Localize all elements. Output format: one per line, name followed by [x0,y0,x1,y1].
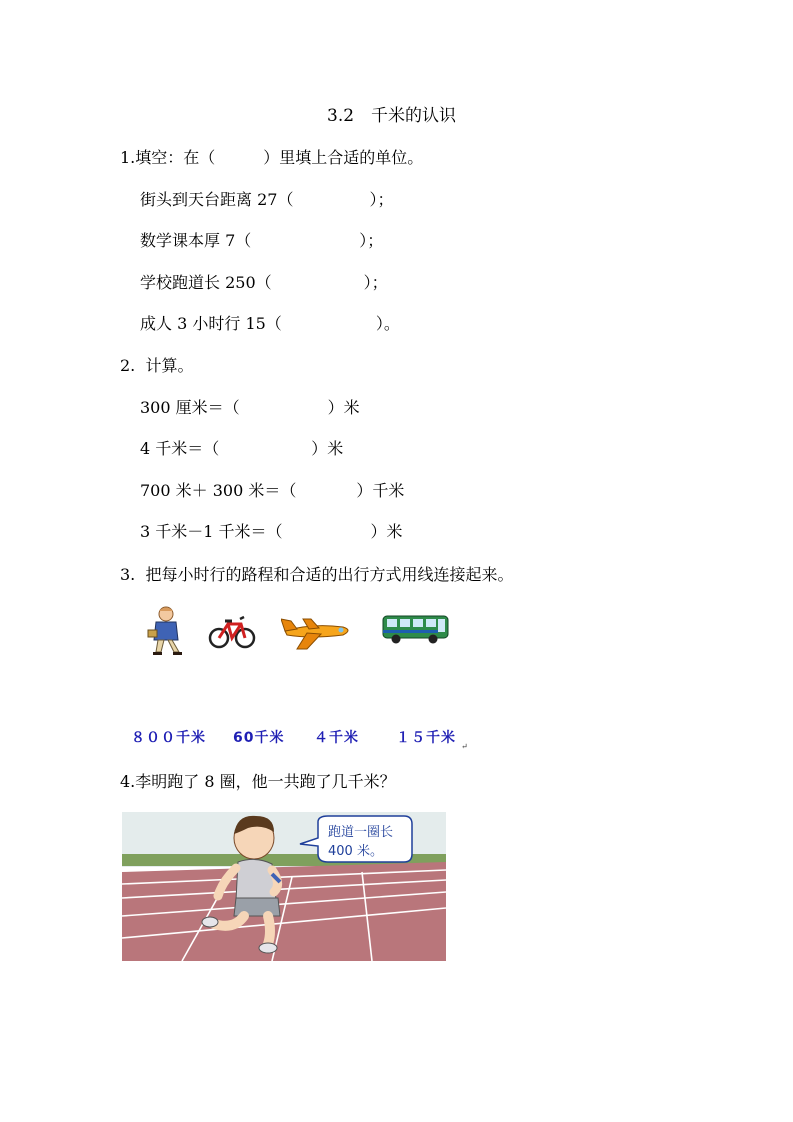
distance-label: 60千米 [233,730,285,746]
item-text: ）； [369,190,394,209]
page-title: 3.2 千米的认识 [327,106,457,126]
item-text: 街头到天台距离 27（ [140,190,294,209]
distance-label: ８００千米 [131,730,206,746]
item-text: ）。 [375,314,400,333]
question-4-prompt: 4.李明跑了 8 圈，他一共跑了几千米？ [120,772,396,791]
distance-label: １５千米 [396,730,456,746]
calc-text: ）米 [370,522,403,541]
speech-bubble-line: 跑道一圈长 [328,825,394,840]
question-1-prompt: 1.填空：在（ ）里填上合适的单位。 [120,148,424,167]
item-text: ）； [363,273,388,292]
calc-item [140,439,343,459]
item-text: 成人 3 小时行 15（ [140,314,282,333]
question-1-item [140,231,383,251]
calc-text: ）米 [327,398,360,417]
question-1-item [140,314,400,334]
calc-text: ）米 [311,439,344,458]
item-text: 数学课本厚 7（ [140,231,252,250]
question-1-item [140,273,388,293]
bicycle-icon [208,614,256,650]
paragraph-mark: ↵ [461,742,468,751]
calc-text: 300 厘米＝（ [140,398,240,417]
question-1-item [140,190,393,210]
calc-text: 3 千米－1 千米＝（ [140,522,283,541]
item-text: 学校跑道长 250（ [140,273,272,292]
calc-item [140,481,404,501]
calc-text: 4 千米＝（ [140,439,220,458]
calc-item [140,398,360,418]
item-text: ）； [359,231,384,250]
airplane-icon [281,611,353,653]
calc-text: 700 米＋ 300 米＝（ [140,481,297,500]
bus-icon [381,613,451,645]
question-3-prompt: 3. 把每小时行的路程和合适的出行方式用线连接起来。 [120,565,514,584]
running-track-illustration [122,812,446,961]
question-2-prompt: 2. 计算。 [120,356,194,375]
calc-text: ）千米 [356,481,405,500]
speech-bubble-line: 400 米。 [328,844,383,859]
calc-item [140,522,403,542]
walking-man-icon [146,606,186,656]
distance-label: ４千米 [314,730,359,746]
